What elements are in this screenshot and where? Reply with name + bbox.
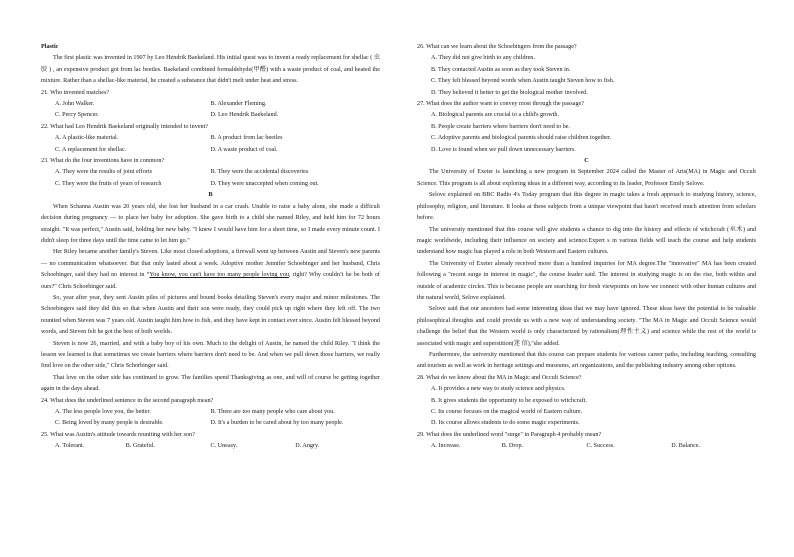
option[interactable]: C. Its course focuses on the magical world of Eastern culture. <box>431 409 583 415</box>
question-28: 28. What do we know about the MA in Magic and Occult Science? A. It provides a new way to study science and physics. B. It gives students the opportunity to be exposed to witchcraft. C. Its course focuses on the magical world of Eastern culture. D. Its course allows students to do some magic experiments. <box>417 373 756 430</box>
option[interactable]: B. Drop. <box>501 443 524 450</box>
passage-c-paragraph-4: The University of Exeter already received more than a hundred inquiries for MA degree.The "innovative" MA has been created following a "recent surge in interest in magic", the course leader said. The interest in studying magic is on the rise, both within and outside of academic circles. This is because people are searching for fresh viewpoints on how we connect with other human cultures and the natural world, Selove explained. <box>417 260 756 301</box>
option[interactable]: A. They were the results of joint efforts <box>55 169 152 176</box>
option[interactable]: D. A waste product of coal. <box>210 146 278 153</box>
option[interactable]: D. They were unaccepted when coming out. <box>210 180 319 187</box>
option[interactable]: A. They did not give birth to any children. <box>431 55 535 62</box>
underlined-sentence: You know, you can't have too many people loving you <box>149 272 289 279</box>
right-column <box>417 42 756 453</box>
option[interactable]: A. Increase. <box>431 443 461 450</box>
passage-b-paragraph-1: When Schanna Austin was 20 years old, she lost her husband in a car crash. Unable to raise a baby alone, she made a difficult decision during pregnancy — to place her baby for adoption. She gave birth to a child she named Riley, and held him for 72 hours straight. "It was perfect," Austin said, holding her new baby. "I knew I would have him for a short time, so I made every minute count. I didn't sleep for three days until the time came to let him go." <box>41 203 380 244</box>
question-27: 27. What does the author want to convey most through the passage? A. Biological parents are crucial to a child's growth. B. People create barriers where barriers don't need to be. C. Adoptive parents and biological parents should raise children together. D. Love is found when we pull down unnecessary barriers. <box>417 99 756 156</box>
option[interactable]: C. Uneasy. <box>210 443 238 450</box>
option[interactable]: B. A product from lac beetles <box>210 135 283 142</box>
option[interactable]: D. Angry. <box>295 443 320 450</box>
question-22: 22. What had Leo Hendrik Baekeland originally intended to invent? A. A plastic-like material. B. A product from lac beetles C. A replacement for shellac. D. A waste product of coal. <box>41 122 380 156</box>
option[interactable]: D. It's a burden to be cared about by too many people. <box>210 420 344 427</box>
option[interactable]: B. They contacted Austin as soon as they took Steven in. <box>431 66 571 73</box>
passage-c-paragraph-6: Furthermore, the university mentioned that this course can prepare students for various career paths, including teaching, consulting and tourism as well as work in heritage settings and museums, art organizations, and the publishing industry among other options. <box>417 351 757 370</box>
option[interactable]: B. They were the accidental discoveries <box>210 169 309 176</box>
option[interactable]: A. It provides a new way to study science and physics. <box>431 386 566 393</box>
option[interactable]: A. John Walker. <box>55 101 95 108</box>
option[interactable]: C. They felt blessed beyond words when Austin taught Steven how to fish. <box>431 78 615 85</box>
option[interactable]: C. Success. <box>586 443 615 450</box>
passage-c-label: C <box>584 158 589 165</box>
option[interactable]: B. Grateful. <box>125 443 155 450</box>
option[interactable]: A. Tolerant. <box>55 443 85 450</box>
question-24: 24. What does the underlined sentence in the second paragraph mean? A. The less people love you, the better. B. There are too many people who care about you. C. Being loved by many people is desirable. D. It's a burden to be cared about by too many people. <box>41 396 380 430</box>
option[interactable]: D. They believed it better to get the biological mother involved. <box>431 89 588 96</box>
option[interactable]: A. The less people love you, the better. <box>55 409 151 415</box>
option[interactable]: B. People create barriers where barriers don't need to be. <box>431 123 571 130</box>
passage-c-paragraph-3: The university mentioned that this course will give students a chance to dig into the history and effects of witchcraft (巫术) and magic worldwide, including their influence on society and science.Expert s in various fields will teach the course and help students understand how magic has played a role in both Western and Eastern cultures. <box>417 226 756 256</box>
option[interactable]: B. It gives students the opportunity to be exposed to witchcraft. <box>431 397 587 404</box>
passage-c-paragraph-2: Selove explained on BBC Radio 4's Today program that this degree in magic takes a fresh approach to studying history, science, philosophy, religion, and literature. It looks at these subjects from a unique viewpoint that hasn't received much attention from scholars before. <box>417 192 756 222</box>
question-26: 26. What can we learn about the Schoebingers from the passage? A. They did not give birth to any children. B. They contacted Austin as soon as they took Steven in. C. They felt blessed beyond words when Austin taught Steven how to fish. D. They believed it better to get the biological mother involved. <box>417 42 756 99</box>
option[interactable]: A. A plastic-like material. <box>55 135 119 142</box>
left-column <box>41 42 380 453</box>
option[interactable]: B. There are too many people who care about you. <box>210 409 335 415</box>
passage-a-title: Plastic <box>41 44 59 50</box>
question-21: 21. Who invented matches? A. John Walker. B. Alexander Fleming. C. Percy Spencer. D. Leo Hendrik Baekeland. <box>41 88 380 122</box>
option[interactable]: C. Percy Spencer. <box>55 112 99 119</box>
passage-c-paragraph-5: Selove said that our ancestors had some interesting ideas that we may have ignored. These ideas have the potential to be valuable philosophical thoughts and could provide us with a new way of understanding society. "The MA in Magic and Occult Science would challenge the belief that the Western world is only characterized by rationalism(理性主义) and science while the rest of the world is associated with magic and superstition(迷 信),"she added. <box>417 306 756 347</box>
option[interactable]: C. A replacement for shellac. <box>55 146 127 153</box>
passage-b-paragraph-2: Her Riley became another family's Steven. Like most closed adoptions, a firewall went up between Austin and Steven's new parents — no communication whatsoever. But that only lasted about a week. Adoptive mother Jennifer Schoebinger and her husband, Chris Schoebinger, said they had no interest in “You know, you can't have too many people loving you, right? Why couldn’t he be both of ours?" Chris Schoebinger said. <box>41 249 381 290</box>
option[interactable]: A. Biological parents are crucial to a child's growth. <box>431 112 559 119</box>
option[interactable]: B. Alexander Fleming. <box>210 101 267 108</box>
question-23: 23. What do the four inventions have in common? A. They were the results of joint efforts B. They were the accidental discoveries C. They were the fruits of years of research D. They were unaccepted when coming out. <box>41 156 380 190</box>
option[interactable]: C. Adoptive parents and biological parents should raise children together. <box>431 135 612 142</box>
passage-a-paragraph: The first plastic was invented in 1907 by Leo Hendrik Baekeland. His initial quest was to invent a ready replacement for shellac ( 虫 胶 ) , an expensive product got from lac beetles. Baekeland combined formaldehyde(甲醛) with a waste product of coal, and heated the mixture. Rather than a shellac-like material, he created a substance that didn't melt under heat and stress. <box>41 55 380 85</box>
question-29: 29. What does the underlined word "surge" in Paragraph 4 probably mean? A. Increase. B. Drop. C. Success. D. Balance. <box>417 430 756 453</box>
passage-b-paragraph-3: So, year after year, they sent Austin piles of pictures and bound books detailing Steven's every major and minor milestones. The Schoebingers said they did this so that when Austin and their son were ready, they could pick up right where they left off. The two reunited when Steven was 7 years old. Austin taught him how to fish, and they have kept in contact ever since. Austin felt blessed beyond words, and Steven felt he got the best of both worlds. <box>41 294 380 336</box>
option[interactable]: C. They were the fruits of years of research <box>55 180 162 187</box>
option[interactable]: D. Balance. <box>671 443 701 450</box>
option[interactable]: D. Leo Hendrik Baekeland. <box>210 112 279 119</box>
option[interactable]: D. Love is found when we pull down unnecessary barriers. <box>431 146 576 153</box>
option[interactable]: D. Its course allows students to do some magic experiments. <box>431 420 580 427</box>
passage-b-paragraph-5: That love on the other side has continued to grow. The families spend Thanksgiving as one, and will of course be getting together again in the days ahead. <box>41 374 380 393</box>
passage-b-paragraph-4: Steven is now 26, married, and with a baby boy of his own. Much to the delight of Austin, he named the child Riley. "I think the lesson we learned is that sometimes we create barriers where barriers don't need to be. And when we pull down those barriers, we really find love on the other side," Chris Schorbinger said. <box>41 340 381 370</box>
passage-c-paragraph-1: The University of Exeter is launching a new program in September 2024 called the Master of Arts(MA) in Magic and Occult Science. This program is all about exploring ideas in a different way, according to its leader, Professor Emily Selove. <box>417 169 756 187</box>
question-25: 25. What was Austin's attitude towards reuniting with her son? A. Tolerant. B. Grateful. C. Uneasy. D. Angry. <box>41 430 380 453</box>
option[interactable]: C. Being loved by many people is desirable. <box>55 420 164 427</box>
passage-b-label: B <box>208 192 213 199</box>
